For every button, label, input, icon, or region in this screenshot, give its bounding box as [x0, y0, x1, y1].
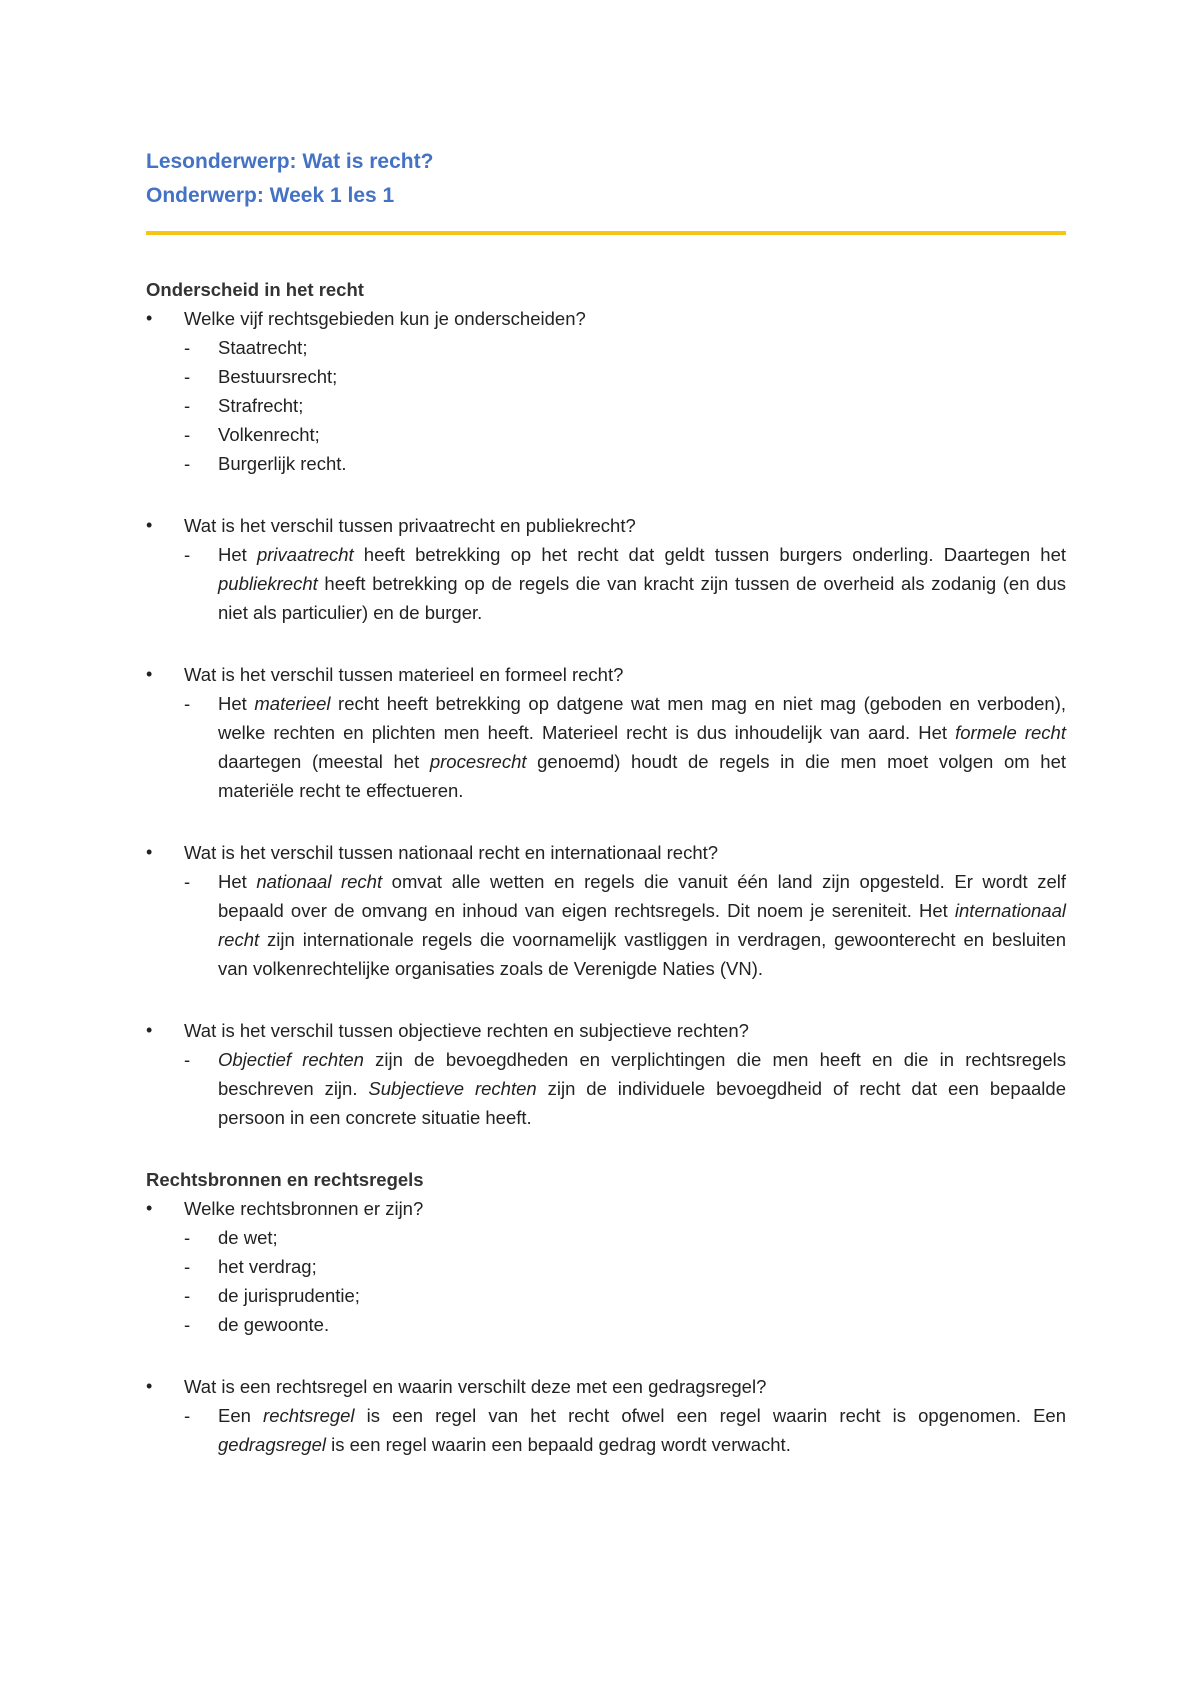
question-text: Welke vijf rechtsgebieden kun je onderscheiden?: [184, 308, 586, 329]
answer-list-item: [146, 362, 1066, 391]
bullet-icon: •: [146, 1020, 153, 1040]
dash-icon: -: [184, 424, 191, 445]
answer-list-item: [146, 420, 1066, 449]
answer-text: Volkenrecht;: [218, 424, 320, 445]
answer-list-item: [146, 391, 1066, 420]
dash-icon: -: [184, 337, 191, 358]
document-header: [146, 145, 1066, 213]
bullet-icon: •: [146, 308, 153, 328]
answer-paragraph: - Objectief rechten zijn de bevoegdheden en verplichtingen die men heeft en die in rechtsregels beschreven zijn. Subjectieve rechten zijn de individuele bevoegdheid of recht dat een bepaalde persoon in een concrete situatie heeft.: [146, 1045, 1066, 1132]
bullet-icon: •: [146, 1376, 153, 1396]
bullet-icon: •: [146, 842, 153, 862]
question-item: [146, 1372, 1066, 1401]
dash-icon: -: [184, 395, 191, 416]
question-item: [146, 1194, 1066, 1223]
answer-list-item: [146, 1223, 1066, 1252]
question-item: [146, 660, 1066, 689]
answer-text: Staatrecht;: [218, 337, 308, 358]
answer-list: [146, 1223, 1066, 1339]
answer-paragraph: - Het privaatrecht heeft betrekking op het recht dat geldt tussen burgers onderling. Daartegen het publiekrecht heeft betrekking op de regels die van kracht zijn tussen de overheid als zodanig (en dus niet als particulier) en de burger.: [146, 540, 1066, 627]
question-item: [146, 511, 1066, 540]
question-text: Wat is het verschil tussen materieel en formeel recht?: [184, 664, 624, 685]
answer-text: de gewoonte.: [218, 1314, 330, 1335]
answer-text: Strafrecht;: [218, 395, 304, 416]
dash-icon: -: [184, 1285, 191, 1306]
dash-icon: -: [184, 1049, 191, 1070]
dash-icon: -: [184, 544, 191, 565]
question-item: [146, 304, 1066, 333]
lesson-topic-heading: Lesonderwerp: Wat is recht?: [146, 150, 434, 173]
header-divider: [146, 231, 1066, 235]
bullet-icon: •: [146, 664, 153, 684]
answer-list-item: [146, 1252, 1066, 1281]
answer-list-item: [146, 1281, 1066, 1310]
answer-text: de jurisprudentie;: [218, 1285, 360, 1306]
answer-text: Bestuursrecht;: [218, 366, 338, 387]
answer-paragraph: - Het materieel recht heeft betrekking op datgene wat men mag en niet mag (geboden en verboden), welke rechten en plichten men heeft. Materieel recht is dus inhoudelijk van aard. Het formele recht daartegen (meestal het procesrecht genoemd) houdt de regels in die men moet volgen om het materiële recht te effectueren.: [146, 689, 1066, 805]
answer-paragraph: - Een rechtsregel is een regel van het recht ofwel een regel waarin recht is opgenomen. Een gedragsregel is een regel waarin een bepaald gedrag wordt verwacht.: [146, 1401, 1066, 1459]
bullet-icon: •: [146, 1198, 153, 1218]
dash-icon: -: [184, 1314, 191, 1335]
dash-icon: -: [184, 366, 191, 387]
answer-text: het verdrag;: [218, 1256, 317, 1277]
dash-icon: -: [184, 1256, 191, 1277]
dash-icon: -: [184, 871, 191, 892]
dash-icon: -: [184, 1405, 191, 1426]
question-text: Wat is het verschil tussen privaatrecht en publiekrecht?: [184, 515, 636, 536]
question-text: Wat is een rechtsregel en waarin verschilt deze met een gedragsregel?: [184, 1376, 767, 1397]
dash-icon: -: [184, 1227, 191, 1248]
answer-list-item: [146, 1310, 1066, 1339]
question-item: [146, 1016, 1066, 1045]
section-title-rechtsbronnen: Rechtsbronnen en rechtsregels: [146, 1169, 424, 1190]
answer-list: [146, 333, 1066, 478]
bullet-icon: •: [146, 515, 153, 535]
answer-list-item: [146, 333, 1066, 362]
question-item: [146, 838, 1066, 867]
answer-text: de wet;: [218, 1227, 278, 1248]
answer-paragraph: - Het nationaal recht omvat alle wetten en regels die vanuit één land zijn opgesteld. Er wordt zelf bepaald over de omvang en inhoud van eigen rechtsregels. Dit noem je sereniteit. Het internationaal recht zijn internationale regels die voornamelijk vastliggen in verdragen, gewoonterecht en besluiten van volkenrechtelijke organisaties zoals de Verenigde Naties (VN).: [146, 867, 1066, 983]
dash-icon: -: [184, 453, 191, 474]
question-text: Welke rechtsbronnen er zijn?: [184, 1198, 424, 1219]
question-text: Wat is het verschil tussen nationaal recht en internationaal recht?: [184, 842, 719, 863]
document-body: [146, 275, 1066, 1459]
section-title-onderscheid: Onderscheid in het recht: [146, 279, 364, 300]
lesson-subject-heading: Onderwerp: Week 1 les 1: [146, 184, 395, 207]
answer-text: Burgerlijk recht.: [218, 453, 347, 474]
answer-list-item: [146, 449, 1066, 478]
question-text: Wat is het verschil tussen objectieve rechten en subjectieve rechten?: [184, 1020, 749, 1041]
dash-icon: -: [184, 693, 191, 714]
